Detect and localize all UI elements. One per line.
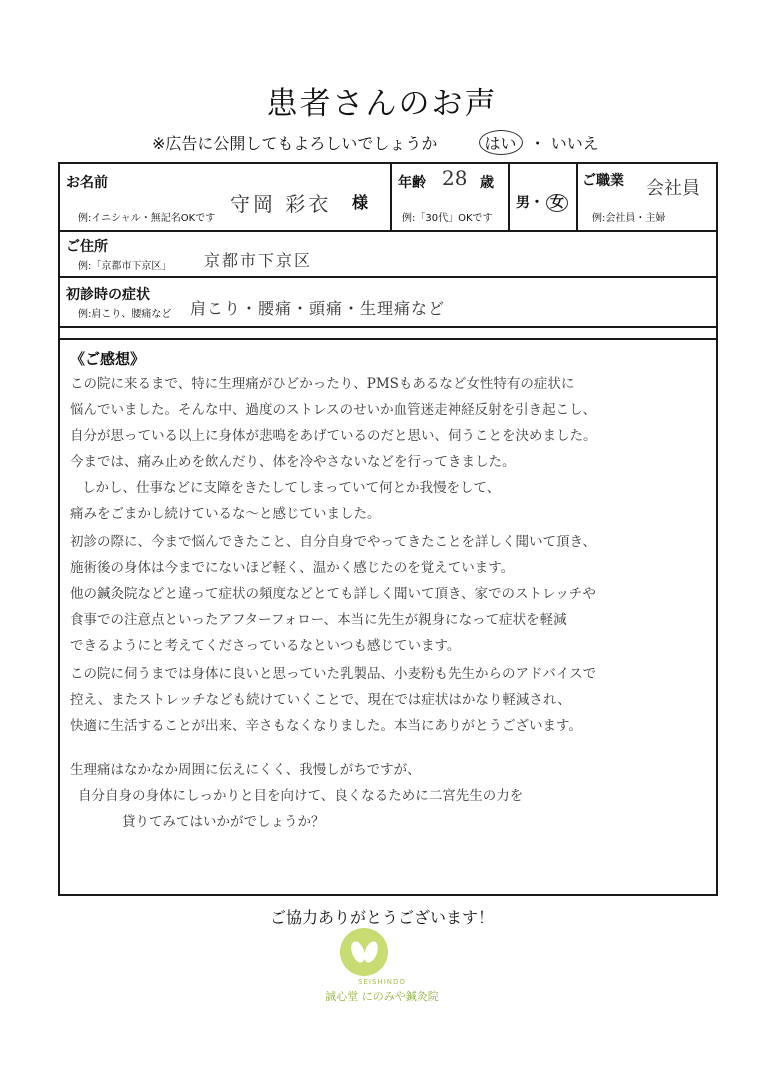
impressions-line: この院に来るまで、特に生理痛がひどかったり、PMSもあるなど女性特有の症状に (70, 376, 575, 392)
gender-selector (516, 192, 570, 212)
impressions-line: 控え、またストレッチなども続けていくことで、現在では症状はかなり軽減され、 (70, 692, 571, 708)
gender-separator: ・ (530, 195, 544, 211)
logo-leaf-shape (362, 940, 381, 965)
impressions-label: 《ご感想》 (70, 350, 146, 368)
impressions-line: しかし、仕事などに支障をきたしてしまっていて何とか我慢をして、 (82, 480, 501, 496)
name-field[interactable]: 守岡 彩衣 (230, 192, 332, 216)
address-field[interactable]: 京都市下京区 (204, 251, 313, 270)
consent-question: ※広告に公開してもよろしいでしょうか (152, 134, 438, 153)
occupation-example: 例:会社員・主婦 (592, 213, 666, 224)
occupation-label: ご職業 (582, 173, 624, 189)
thanks-message: ご協力ありがとうございます！ (269, 908, 494, 927)
age-label: 年齢 (398, 175, 426, 191)
divider (60, 338, 716, 340)
divider (60, 276, 716, 278)
impressions-line: 快適に生活することが出来、辛さもなくなりました。本当にありがとうございます。 (70, 718, 582, 734)
name-example: 例:イニシャル・無記名OKです (78, 213, 216, 224)
consent-no-option[interactable]: いいえ (550, 134, 599, 153)
divider (390, 164, 392, 230)
consent-row (152, 130, 599, 155)
age-field[interactable]: 28 (442, 166, 468, 190)
address-example: 例:「京都市下京区」 (78, 261, 172, 272)
logo-wordmark: SEISHINDO (358, 978, 406, 986)
symptoms-example: 例:肩こり、腰痛など (78, 309, 172, 320)
impressions-line: できるようにと考えてくださっているなといつも感じています。 (70, 638, 461, 654)
survey-form (58, 162, 718, 896)
impressions-line: 痛みをごまかし続けているな〜と感じていました。 (70, 506, 381, 522)
symptoms-field[interactable]: 肩こり・腰痛・頭痛・生理痛など (190, 299, 446, 318)
impressions-line: 貸りてみてはいかがでしょうか？ (122, 814, 325, 830)
page-title: 患者さんのお声 (266, 86, 498, 122)
gender-female-option[interactable]: 女 (546, 194, 568, 212)
clinic-name: 誠心堂 にのみや鍼灸院 (325, 990, 439, 1003)
clinic-logo (340, 928, 388, 976)
impressions-line: 食事での注意点といったアフターフォロー、本当に先生が親身になって症状を軽減 (70, 612, 567, 628)
divider (60, 230, 716, 232)
name-label: お名前 (66, 175, 108, 191)
divider (60, 326, 716, 328)
age-example: 例:「30代」OKです (402, 213, 493, 224)
impressions-line: 自分が思っている以上に身体が悲鳴をあげているのだと思い、伺うことを決めました。 (70, 428, 597, 444)
impressions-line: 施術後の身体は今までにないほど軽く、温かく感じたのを覚えています。 (70, 560, 515, 576)
name-suffix: 様 (352, 193, 369, 212)
impressions-line: この院に伺うまでは身体に良いと思っていた乳製品、小麦粉も先生からのアドバイスで (70, 666, 597, 682)
impressions-line: 生理痛はなかなか周囲に伝えにくく、我慢しがちですが、 (70, 762, 421, 778)
divider (508, 164, 510, 230)
divider (576, 164, 578, 230)
symptoms-label: 初診時の症状 (66, 287, 150, 303)
consent-yes-option[interactable]: はい (479, 130, 523, 155)
impressions-line: 自分自身の身体にしっかりと目を向けて、良くなるために二宮先生の力を (78, 788, 524, 804)
consent-separator: ・ (529, 134, 546, 153)
occupation-field[interactable]: 会社員 (646, 178, 700, 199)
gender-male-option[interactable]: 男 (516, 195, 530, 211)
impressions-line: 今までは、痛み止めを飲んだり、体を冷やさないなどを行ってきました。 (70, 454, 516, 470)
impressions-line: 悩んでいました。そんな中、過度のストレスのせいか血管迷走神経反射を引き起こし、 (70, 402, 597, 418)
age-unit: 歳 (480, 175, 494, 191)
address-label: ご住所 (66, 239, 108, 255)
impressions-line: 初診の際に、今まで悩んできたこと、自分自身でやってきたことを詳しく聞いて頂き、 (70, 534, 596, 550)
impressions-line: 他の鍼灸院などと違って症状の頻度などとても詳しく聞いて頂き、家でのストレッチや (70, 586, 596, 602)
